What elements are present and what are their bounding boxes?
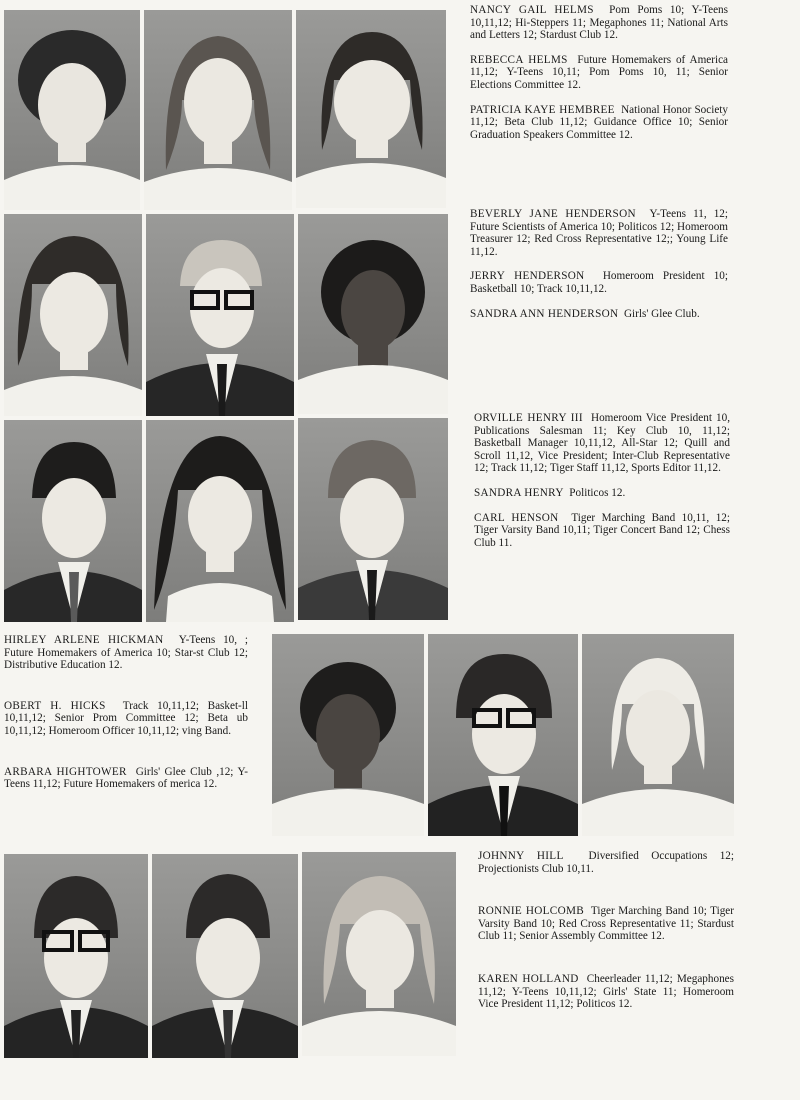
student-name: NANCY GAIL HELMS bbox=[470, 4, 594, 16]
student-name: JERRY HENDERSON bbox=[470, 270, 585, 283]
student-entry bbox=[470, 270, 728, 295]
student-activities: Future Homemakers of America 11,12; Y-Teens 10,11; Pom Poms 10, 11; Senior Elections Committee 12. bbox=[470, 53, 729, 91]
student-entry bbox=[470, 104, 728, 142]
student-name: ORVILLE HENRY III bbox=[474, 412, 583, 424]
student-name: BEVERLY JANE HENDERSON bbox=[470, 208, 636, 220]
student-activities: Track 10,11,12; Basket-ll 10,11,12; Senior Prom Committee 12; Beta ub 10,11,12; Homeroom Officer 10,11,12; ving Band. bbox=[4, 699, 248, 737]
student-name: ARBARA HIGHTOWER bbox=[4, 765, 127, 778]
student-entry bbox=[470, 4, 728, 42]
student-activities: Politicos 12. bbox=[569, 486, 626, 499]
portrait-photo-girl bbox=[146, 420, 294, 622]
student-activities: Tiger Marching Band 10; Tiger Varsity Band 10; Red Cross Representative 11; Stardust Club 11; Senior Assembly Committee 12. bbox=[478, 905, 734, 943]
portrait-photo-girl bbox=[582, 634, 734, 836]
student-activities: Homeroom President 10; Basketball 10; Track 10,11,12. bbox=[470, 270, 728, 295]
caption-column-third bbox=[474, 412, 730, 549]
student-activities: Tiger Marching Band 10,11, 12; Tiger Varsity Band 10,11; Tiger Concert Band 12; Chess Club 11. bbox=[474, 511, 730, 549]
portrait-photo-girl bbox=[296, 10, 446, 208]
portrait-photo-girl bbox=[4, 10, 140, 210]
portrait-photo-boy bbox=[4, 420, 142, 622]
student-activities: Homeroom Vice President 10, Publications Salesman 11; Key Club 10, 11,12; Basketball Manager 10,11,12, All-Star 12; Quill and Scroll 11,12, Vice President; Inter-Club Representative 12; Track 11,12; Tiger Staff 11,12, Sports Editor 11,12. bbox=[474, 412, 730, 475]
portrait-photo-girl bbox=[302, 852, 456, 1056]
student-name: HIRLEY ARLENE HICKMAN bbox=[4, 634, 164, 646]
student-entry bbox=[478, 973, 734, 1011]
student-name: CARL HENSON bbox=[474, 511, 559, 524]
student-name: PATRICIA KAYE HEMBREE bbox=[470, 103, 615, 116]
student-entry bbox=[4, 634, 248, 672]
student-name: RONNIE HOLCOMB bbox=[478, 905, 584, 918]
student-activities: Pom Poms 10; Y-Teens 10,11,12; Hi-Steppers 11; Megaphones 11; National Arts and Letters 12; Stardust Club 12. bbox=[470, 4, 728, 42]
caption-column-bottom bbox=[478, 850, 734, 1011]
student-name: JOHNNY HILL bbox=[478, 850, 564, 862]
student-entry bbox=[474, 412, 730, 475]
student-entry bbox=[474, 512, 730, 550]
student-activities: Girls' Glee Club. bbox=[623, 307, 700, 320]
portrait-photo-girl bbox=[144, 10, 292, 210]
student-name: SANDRA HENRY bbox=[474, 486, 564, 499]
student-name: KAREN HOLLAND bbox=[478, 972, 579, 985]
student-activities: Cheerleader 11,12; Megaphones 11,12; Y-Teens 10,11,12; Girls' State 11; Homeroom Vice President 11,12; Politicos 12. bbox=[478, 972, 735, 1011]
portrait-photo-boy bbox=[428, 634, 578, 836]
student-activities: Y-Teens 11, 12; Future Scientists of America 10; Politicos 12; Homeroom Treasurer 12; Red Cross Representative 12;; Young Life 11,12. bbox=[470, 208, 728, 258]
caption-column-left bbox=[4, 634, 248, 791]
student-entry bbox=[470, 208, 728, 258]
student-entry bbox=[474, 487, 730, 500]
caption-column-second bbox=[470, 208, 728, 320]
portrait-photo-boy bbox=[298, 418, 448, 620]
caption-column-top bbox=[470, 4, 728, 141]
portrait-photo-boy bbox=[152, 854, 298, 1058]
student-name: OBERT H. HICKS bbox=[4, 699, 106, 712]
portrait-photo-boy bbox=[4, 854, 148, 1058]
student-entry bbox=[470, 308, 728, 321]
student-entry bbox=[478, 905, 734, 943]
student-activities: Diversified Occupations 12; Projectionists Club 10,11. bbox=[478, 850, 734, 875]
portrait-photo-girl bbox=[272, 634, 424, 836]
student-entry bbox=[470, 54, 728, 92]
student-name: REBECCA HELMS bbox=[470, 53, 568, 66]
student-activities: National Honor Society 11,12; Beta Club 11,12; Guidance Office 10; Senior Graduation Speakers Committee 12. bbox=[470, 103, 729, 141]
student-activities: Girls' Glee Club ,12; Y-Teens 11,12; Future Homemakers of merica 12. bbox=[4, 765, 249, 791]
portrait-photo-boy bbox=[146, 214, 294, 416]
student-entry bbox=[4, 766, 248, 791]
student-entry bbox=[478, 850, 734, 875]
student-name: SANDRA ANN HENDERSON bbox=[470, 307, 619, 320]
portrait-photo-girl bbox=[4, 214, 142, 416]
student-activities: Y-Teens 10, ; Future Homemakers of America 10; Star-st Club 12; Distributive Education 12. bbox=[4, 634, 249, 672]
portrait-photo-girl bbox=[298, 214, 448, 414]
student-entry bbox=[4, 700, 248, 738]
